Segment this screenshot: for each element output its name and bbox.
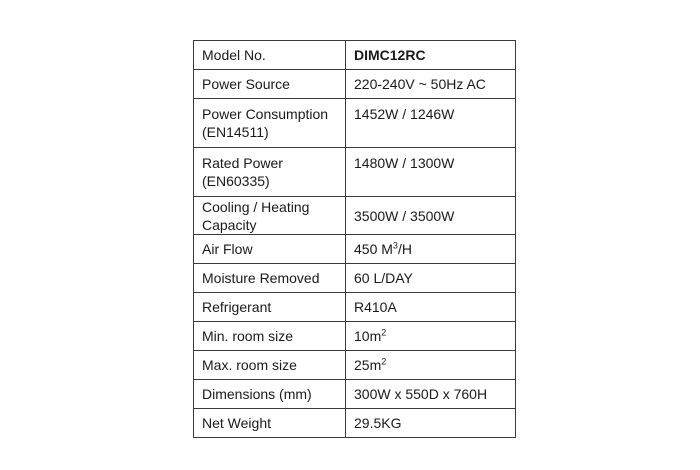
row-value-cell bbox=[346, 235, 516, 264]
row-value-cell bbox=[346, 351, 516, 380]
row-value: R410A bbox=[346, 293, 516, 322]
row-label: Moisture Removed bbox=[194, 264, 346, 293]
row-label: Net Weight bbox=[194, 409, 346, 438]
table-row bbox=[194, 380, 516, 409]
row-label: Dimensions (mm) bbox=[194, 380, 346, 409]
row-label: Max. room size bbox=[194, 351, 346, 380]
table-row bbox=[194, 293, 516, 322]
row-label: Rated Power bbox=[202, 155, 283, 171]
row-value: DIMC12RC bbox=[346, 41, 516, 70]
table-row bbox=[194, 70, 516, 99]
row-label-cell bbox=[194, 197, 346, 235]
row-label-cell bbox=[194, 148, 346, 197]
table-row bbox=[194, 41, 516, 70]
row-label: Refrigerant bbox=[194, 293, 346, 322]
row-label-line2: (EN14511) bbox=[202, 124, 269, 140]
row-value: 1480W / 1300W bbox=[346, 148, 516, 197]
row-value: 60 L/DAY bbox=[346, 264, 516, 293]
table-row bbox=[194, 322, 516, 351]
row-label: Min. room size bbox=[194, 322, 346, 351]
row-label: Power Source bbox=[194, 70, 346, 99]
superscript: 2 bbox=[381, 356, 387, 367]
row-label: Model No. bbox=[194, 41, 346, 70]
spec-table bbox=[193, 40, 516, 438]
table-row bbox=[194, 264, 516, 293]
row-value: 29.5KG bbox=[346, 409, 516, 438]
row-value: 450 M bbox=[354, 241, 393, 257]
row-value: 25m bbox=[354, 357, 382, 373]
table-row bbox=[194, 148, 516, 197]
row-label-line2: (EN60335) bbox=[202, 173, 270, 189]
row-label-cell bbox=[194, 99, 346, 148]
row-label: Air Flow bbox=[194, 235, 346, 264]
row-value-cell bbox=[346, 322, 516, 351]
table-row bbox=[194, 351, 516, 380]
row-value: 3500W / 3500W bbox=[346, 197, 516, 235]
row-label: Cooling / Heating bbox=[202, 198, 310, 215]
row-label: Power Consumption bbox=[202, 106, 329, 122]
table-row bbox=[194, 197, 516, 235]
superscript: 2 bbox=[381, 327, 387, 338]
row-value: 1452W / 1246W bbox=[346, 99, 516, 148]
row-label-line2: Capacity bbox=[202, 216, 257, 233]
row-value: 10m bbox=[354, 328, 382, 344]
row-value-suffix: /H bbox=[397, 241, 412, 257]
row-value: 300W x 550D x 760H bbox=[346, 380, 516, 409]
superscript: 3 bbox=[392, 240, 398, 251]
table-row bbox=[194, 99, 516, 148]
row-value: 220-240V ~ 50Hz AC bbox=[346, 70, 516, 99]
table-row bbox=[194, 409, 516, 438]
table-row bbox=[194, 235, 516, 264]
